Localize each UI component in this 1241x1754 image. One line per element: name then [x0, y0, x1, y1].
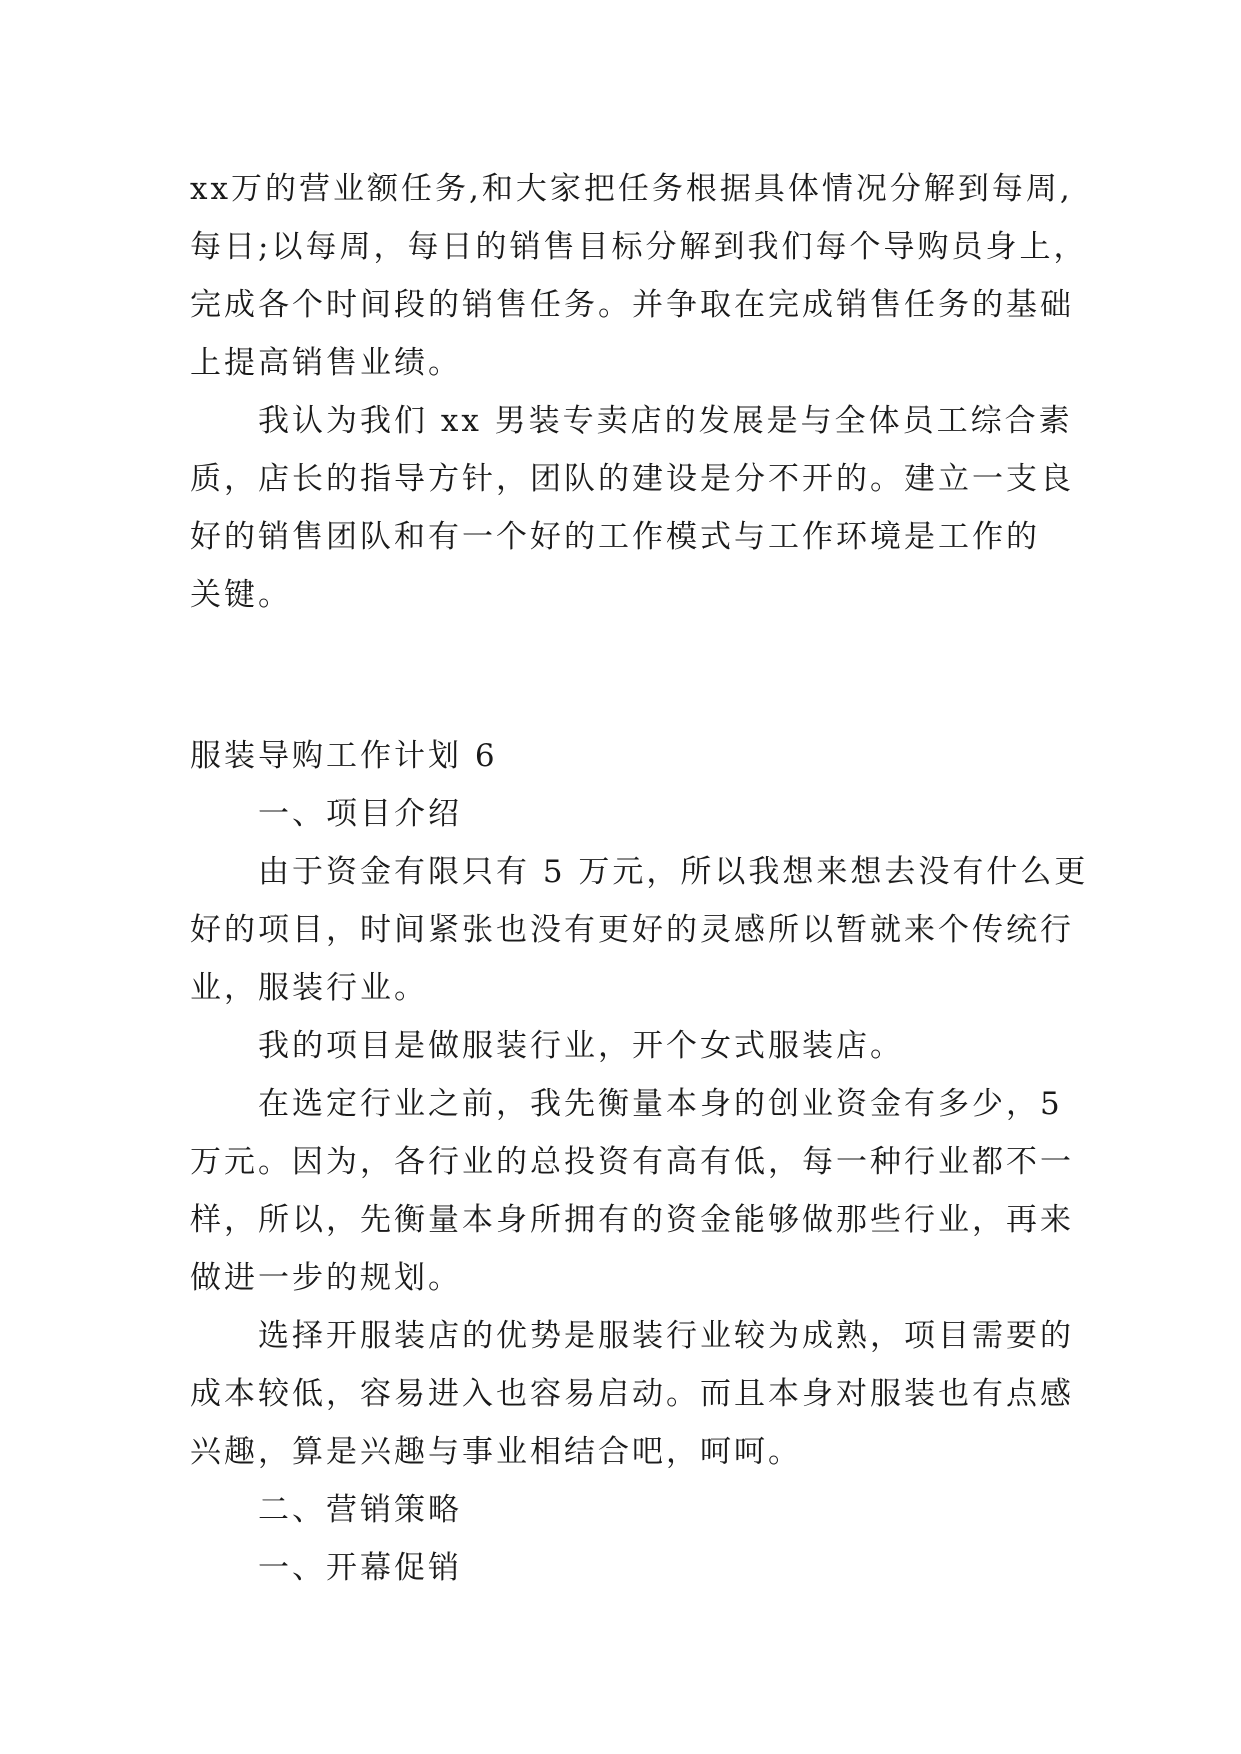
text-line: 由于资金有限只有 5 万元，所以我想来想去没有什么更	[258, 854, 1089, 890]
paragraph-funding	[190, 843, 1090, 1017]
text-line: 好的销售团队和有一个好的工作模式与工作环境是工作的	[190, 519, 1040, 555]
text-line: 上提高销售业绩。	[190, 345, 462, 381]
text-line: 质，店长的指导方针，团队的建设是分不开的。建立一支良	[190, 461, 1074, 497]
heading-project-intro: 一、项目介绍	[258, 796, 462, 832]
text-line: 样，所以，先衡量本身所拥有的资金能够做那些行业，再来	[190, 1202, 1074, 1238]
document-body	[190, 160, 1090, 1597]
text-line: xx万的营业额任务,和大家把任务根据具体情况分解到每周,	[190, 171, 1073, 207]
section-title: 服装导购工作计划 6	[190, 738, 498, 774]
text-line: 选择开服装店的优势是服装行业较为成熟，项目需要的	[258, 1318, 1074, 1354]
paragraph-project-choice: 我的项目是做服装行业，开个女式服装店。	[258, 1028, 904, 1064]
paragraph-advantages	[190, 1307, 1090, 1481]
text-line: 成本较低，容易进入也容易启动。而且本身对服装也有点感	[190, 1376, 1074, 1412]
text-line: 我认为我们 xx 男装专卖店的发展是与全体员工综合素	[258, 403, 1073, 439]
paragraph-sales-task	[190, 160, 1090, 392]
text-line: 万元。因为，各行业的总投资有高有低，每一种行业都不一	[190, 1144, 1074, 1180]
text-line: 在选定行业之前，我先衡量本身的创业资金有多少，5	[258, 1086, 1063, 1122]
paragraph-capital-assessment	[190, 1075, 1090, 1307]
paragraph-team-development	[190, 392, 1090, 624]
text-line: 关键。	[190, 577, 292, 613]
text-line: 做进一步的规划。	[190, 1260, 462, 1296]
text-line: 兴趣，算是兴趣与事业相结合吧，呵呵。	[190, 1434, 802, 1470]
heading-opening-promotion: 一、开幕促销	[258, 1550, 462, 1586]
text-line: 业，服装行业。	[190, 970, 428, 1006]
text-line: 完成各个时间段的销售任务。并争取在完成销售任务的基础	[190, 287, 1074, 323]
text-line: 每日;以每周，每日的销售目标分解到我们每个导购员身上，	[190, 229, 1088, 265]
text-line: 好的项目，时间紧张也没有更好的灵感所以暂就来个传统行	[190, 912, 1074, 948]
section-spacer	[190, 624, 1090, 727]
heading-marketing-strategy: 二、营销策略	[258, 1492, 462, 1528]
